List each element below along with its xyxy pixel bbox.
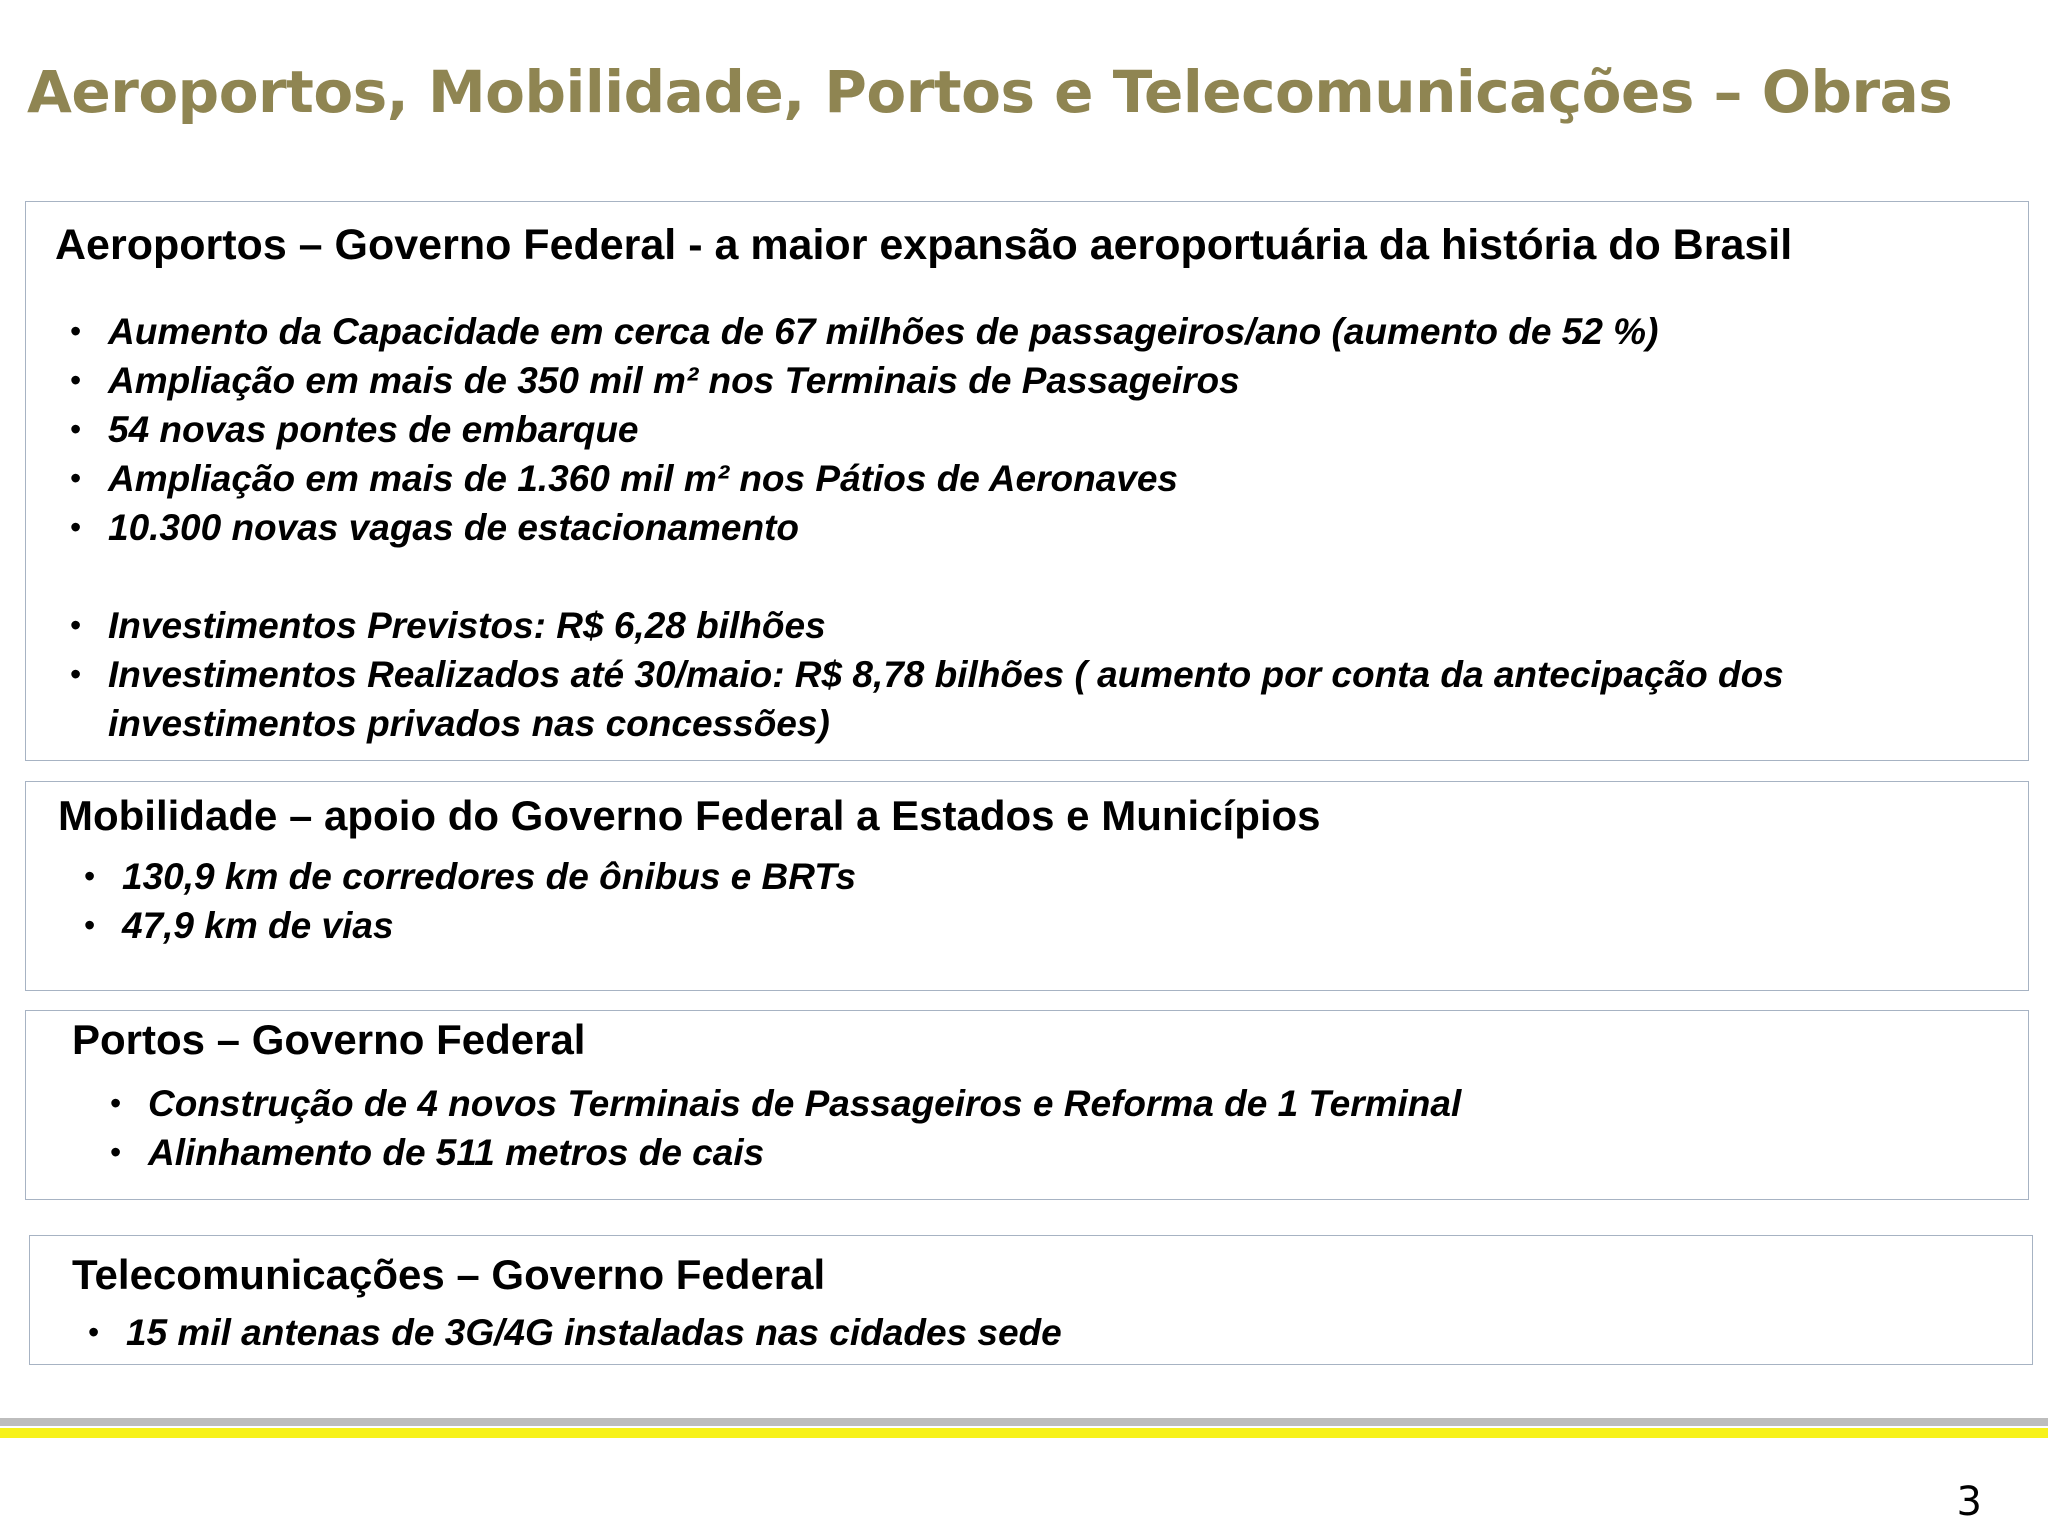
list-item: • Aumento da Capacidade em cerca de 67 milhões de passageiros/ano (aumento de 52 %) xyxy=(70,307,2000,356)
bullet-list xyxy=(84,852,856,950)
list-item: • 10.300 novas vagas de estacionamento xyxy=(70,503,2000,552)
list-item: • Construção de 4 novos Terminais de Passageiros e Reforma de 1 Terminal xyxy=(110,1079,1461,1128)
section-heading: Telecomunicações – Governo Federal xyxy=(72,1251,826,1298)
footer-divider-gray xyxy=(0,1418,2048,1426)
list-item: • 54 novas pontes de embarque xyxy=(70,405,2000,454)
section-portos xyxy=(25,1010,2029,1200)
list-item: • Ampliação em mais de 350 mil m² nos Terminais de Passageiros xyxy=(70,356,2000,405)
list-item: • Ampliação em mais de 1.360 mil m² nos Pátios de Aeronaves xyxy=(70,454,2000,503)
bullet-symbol: • xyxy=(84,858,96,894)
bullet-list xyxy=(70,307,2000,748)
list-item: • Investimentos Realizados até 30/maio: R$ 8,78 bilhões ( aumento por conta da antecipação dos investimentos privados nas concessões) xyxy=(70,650,2000,748)
list-item: • 130,9 km de corredores de ônibus e BRTs xyxy=(84,852,856,901)
section-heading: Aeroportos – Governo Federal - a maior expansão aeroportuária da história do Brasil xyxy=(55,221,1793,269)
bullet-symbol: • xyxy=(70,411,82,447)
bullet-symbol: • xyxy=(70,509,82,545)
bullet-list xyxy=(110,1079,1461,1177)
page-number: 3 xyxy=(1956,1479,1982,1525)
section-heading: Mobilidade – apoio do Governo Federal a Estados e Municípios xyxy=(58,792,1321,839)
list-item: • 47,9 km de vias xyxy=(84,901,856,950)
section-telecomunicacoes xyxy=(29,1235,2033,1365)
list-item: • 15 mil antenas de 3G/4G instaladas nas cidades sede xyxy=(88,1308,1062,1357)
bullet-list xyxy=(88,1308,1062,1357)
section-aeroportos xyxy=(25,201,2029,761)
bullet-symbol: • xyxy=(84,907,96,943)
bullet-symbol: • xyxy=(110,1085,122,1121)
slide-title: Aeroportos, Mobilidade, Portos e Telecomunicações – Obras xyxy=(27,58,1953,126)
bullet-symbol: • xyxy=(70,313,82,349)
bullet-symbol: • xyxy=(70,656,82,692)
footer-divider-yellow xyxy=(0,1428,2048,1438)
bullet-symbol: • xyxy=(88,1314,100,1350)
list-item: • Alinhamento de 511 metros de cais xyxy=(110,1128,1461,1177)
bullet-symbol: • xyxy=(70,362,82,398)
bullet-symbol: • xyxy=(70,607,82,643)
section-mobilidade xyxy=(25,781,2029,991)
bullet-symbol: • xyxy=(110,1134,122,1170)
list-item: • Investimentos Previstos: R$ 6,28 bilhões xyxy=(70,601,2000,650)
bullet-symbol: • xyxy=(70,460,82,496)
section-heading: Portos – Governo Federal xyxy=(72,1016,586,1063)
